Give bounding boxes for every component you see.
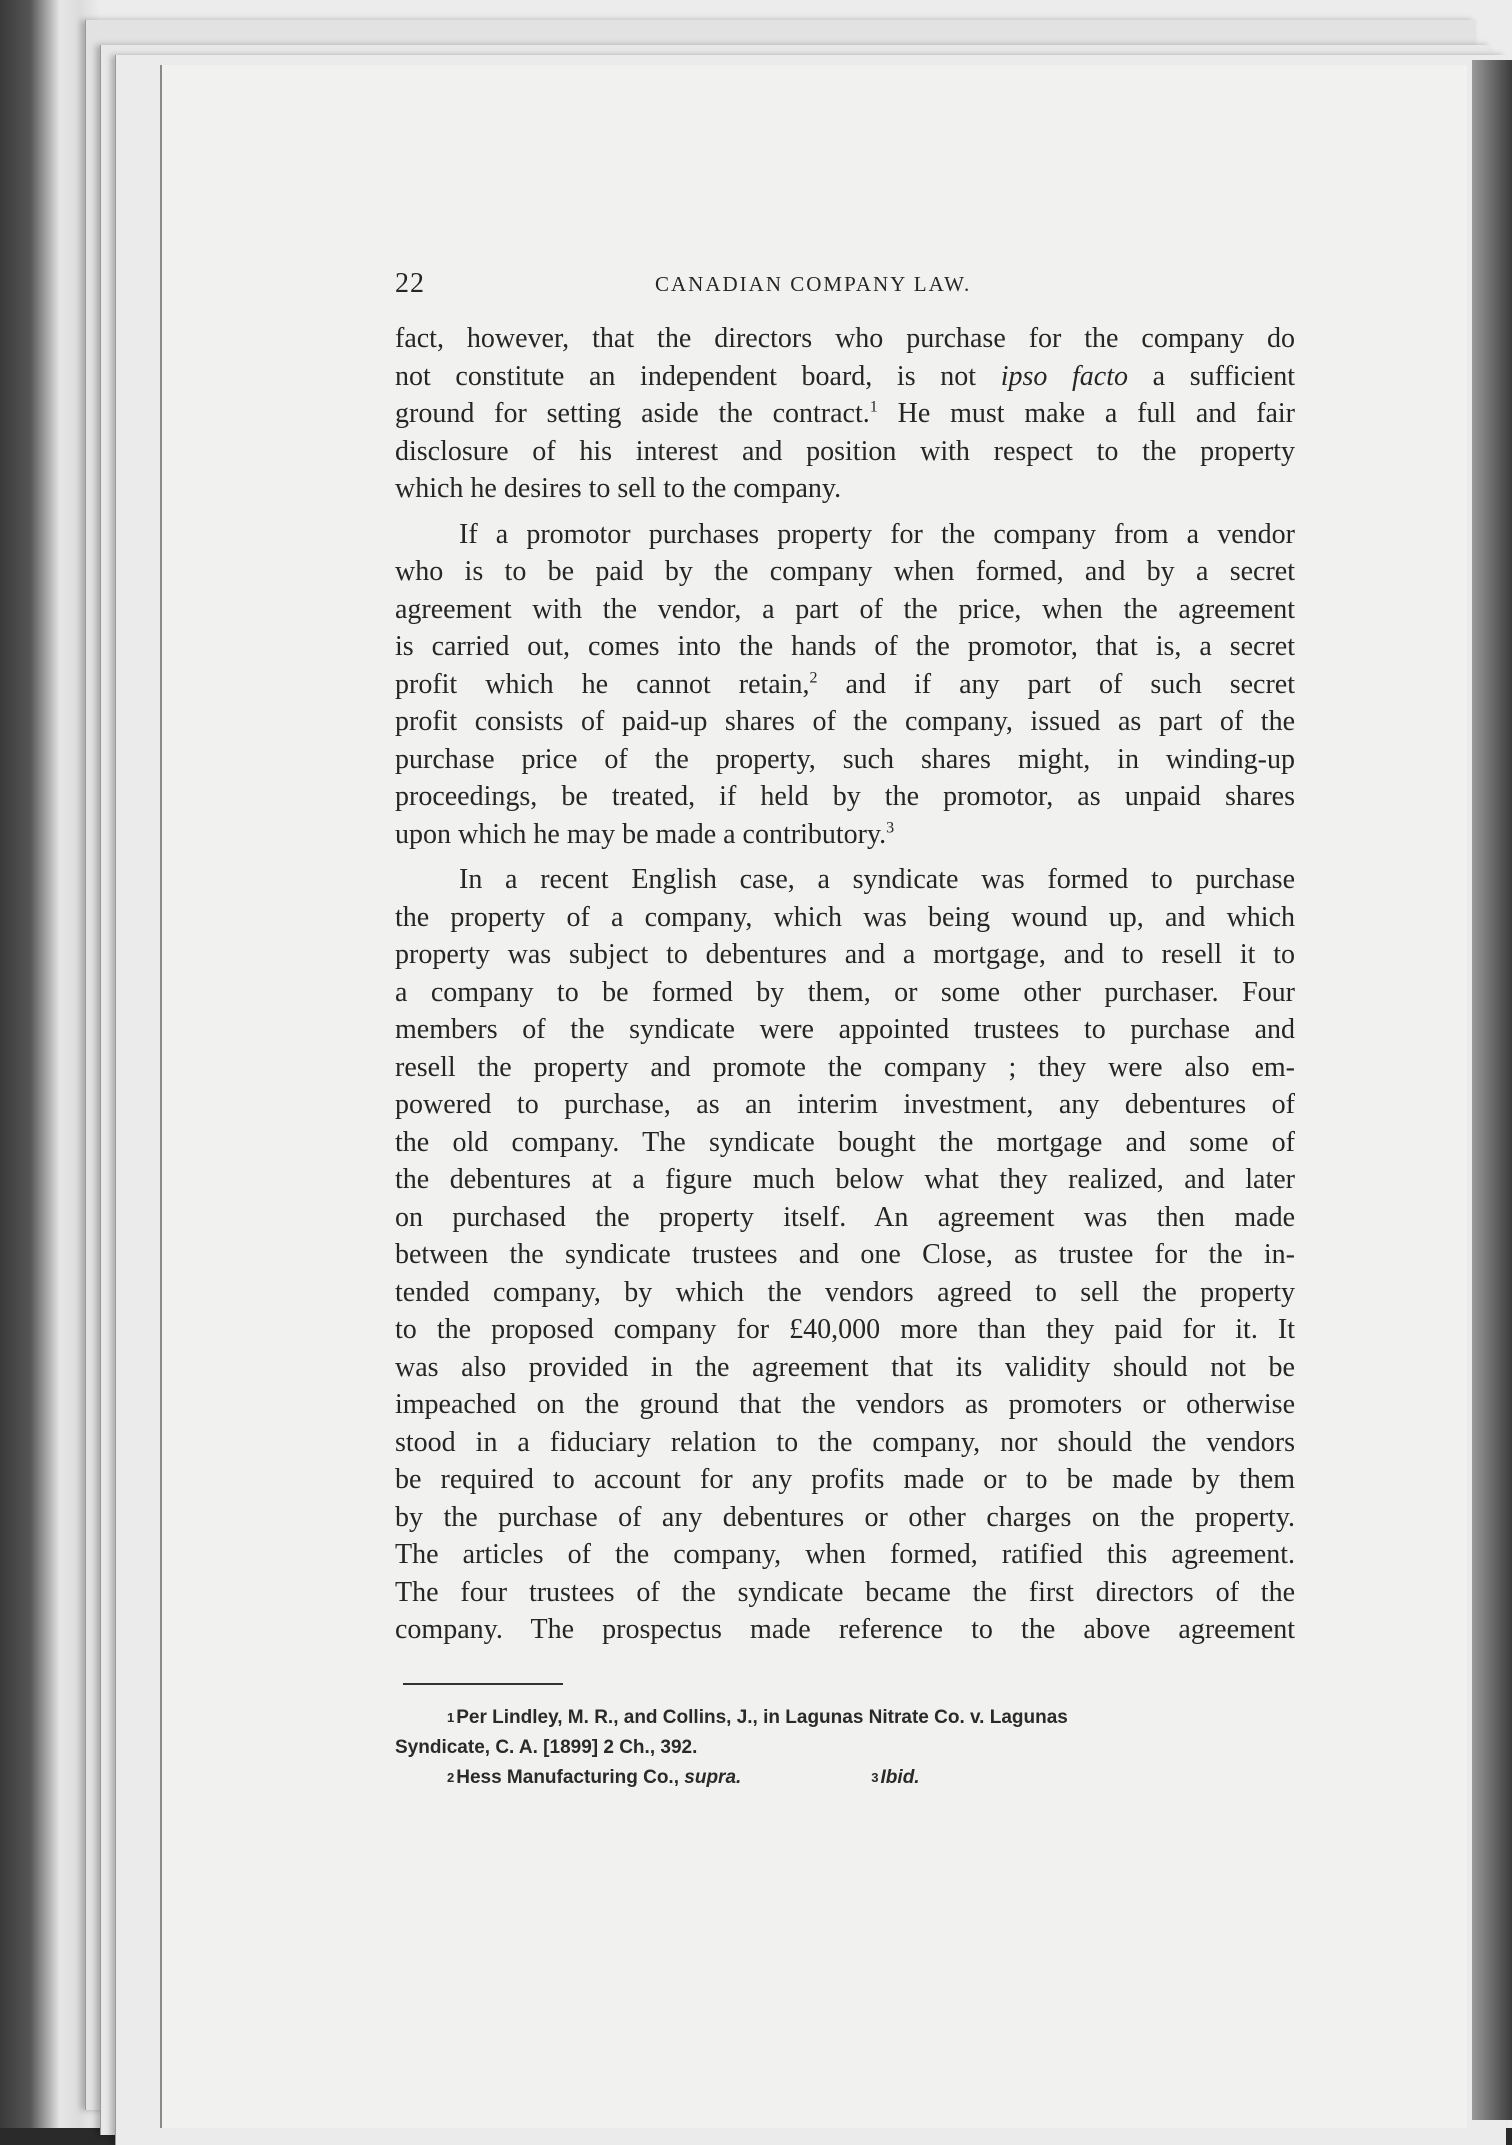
paragraph-2 (395, 516, 1295, 854)
page-content (395, 268, 1295, 1793)
text-line: members of the syndicate were appointed trustees to purchase and (395, 1014, 1295, 1045)
text-line: In a recent English case, a syndicate was formed to purchase (459, 864, 1295, 895)
text-line: by the purchase of any debentures or other charges on the property. (395, 1501, 1295, 1533)
footnote-2-3: $^2$ Hess Manufacturing Co., supra. $^3$ Ibid. (447, 1766, 920, 1788)
footnote-ref-1: 1 (869, 398, 878, 416)
footnote-number: 1 (447, 1709, 455, 1725)
page-header (395, 268, 1295, 312)
text-line: on purchased the property itself. An agreement was then made (395, 1201, 1295, 1233)
paragraph-1 (395, 320, 1295, 508)
text-line: a company to be formed by them, or some other purchaser. Four (395, 976, 1295, 1008)
footnote-1: $^1$ Per Lindley, M. R., and Collins, J., in Lagunas Nitrate Co. v. Lagunas (447, 1706, 1068, 1728)
page-number: 22 (395, 268, 425, 299)
footnote-divider (403, 1683, 563, 1685)
text-line: powered to purchase, as an interim investment, any debentures of (395, 1089, 1295, 1120)
text-line: The four trustees of the syndicate became the first directors of the (395, 1576, 1295, 1608)
text-line: between the syndicate trustees and one Close, as trustee for the in- (395, 1239, 1295, 1270)
text-line: not constitute an independent board, is not ipso facto a sufficient (395, 360, 1295, 392)
text-line: profit which he cannot retain,$^2$ and if any part of such secret (395, 668, 1296, 700)
text-line: upon which he may be made a contributory.$^3$ (395, 818, 895, 850)
text-line: which he desires to sell to the company. (395, 473, 842, 504)
italic-phrase: supra. (684, 1766, 742, 1788)
book-right-edge (1472, 60, 1512, 2120)
footnote-1-continued: Syndicate, C. A. [1899] 2 Ch., 392. (395, 1736, 698, 1758)
footnote-3: Ibid. (880, 1766, 920, 1788)
text-line: impeached on the ground that the vendors as promoters or otherwise (395, 1389, 1295, 1420)
text-line: ground for setting aside the contract.$^1$ He must make a full and fair (395, 398, 1295, 429)
text-line: proceedings, be treated, if held by the promotor, as unpaid shares (395, 781, 1295, 812)
text-line: is carried out, comes into the hands of the promotor, that is, a secret (395, 631, 1295, 662)
text-line: The articles of the company, when formed, ratified this agreement. (395, 1539, 1295, 1570)
text-line: tended company, by which the vendors agreed to sell the property (395, 1276, 1295, 1308)
footnotes (395, 1703, 1295, 1793)
text-line: purchase price of the property, such shares might, in winding-up (395, 743, 1295, 775)
footnote-ref-3: 3 (886, 819, 895, 837)
text-line: to the proposed company for £40,000 more than they paid for it. It (395, 1314, 1295, 1345)
italic-phrase: ipso facto (1000, 360, 1129, 392)
footnote-number: 3 (871, 1769, 879, 1785)
paragraph-3 (395, 861, 1295, 1649)
text-line: property was subject to debentures and a mortgage, and to resell it to (395, 939, 1295, 970)
text-line: resell the property and promote the company ; they were also em- (395, 1051, 1295, 1083)
running-title: CANADIAN COMPANY LAW. (655, 272, 972, 296)
text-line: disclosure of his interest and position with respect to the property (395, 435, 1295, 467)
text-line: If a promotor purchases property for the company from a vendor (459, 518, 1295, 550)
text-line: company. The prospectus made reference to the above agreement (395, 1614, 1295, 1645)
text-line: was also provided in the agreement that its validity should not be (395, 1351, 1295, 1383)
text-line: agreement with the vendor, a part of the price, when the agreement (395, 593, 1295, 625)
text-line: the property of a company, which was being wound up, and which (395, 901, 1295, 933)
text-line: profit consists of paid-up shares of the company, issued as part of the (395, 706, 1295, 737)
text-line: be required to account for any profits made or to be made by them (395, 1464, 1295, 1495)
footnote-ref-2: 2 (809, 669, 818, 687)
footnote-number: 2 (447, 1769, 455, 1785)
text-line: the debentures at a figure much below what they realized, and later (395, 1164, 1295, 1195)
text-line: stood in a fiduciary relation to the company, nor should the vendors (395, 1426, 1295, 1458)
text-line: who is to be paid by the company when formed, and by a secret (395, 556, 1295, 587)
text-line: fact, however, that the directors who purchase for the company do (395, 323, 1295, 354)
text-line: the old company. The syndicate bought the mortgage and some of (395, 1126, 1295, 1158)
